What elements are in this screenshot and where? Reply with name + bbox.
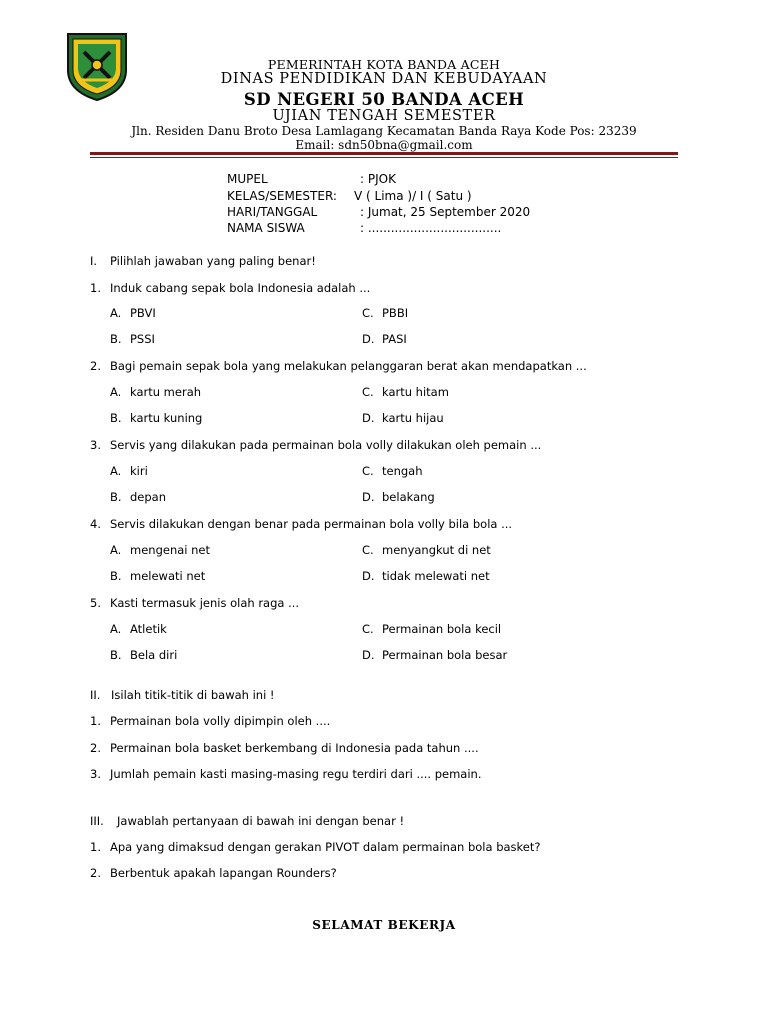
option-letter: C. xyxy=(362,543,374,557)
option-text: PSSI xyxy=(130,332,155,346)
option-b xyxy=(110,411,202,425)
option-d xyxy=(362,411,444,425)
option-text: tengah xyxy=(382,464,423,478)
option-a xyxy=(110,385,201,399)
question-number: 1. xyxy=(90,714,101,728)
question-number: 1. xyxy=(90,281,101,295)
option-letter: B. xyxy=(110,411,122,425)
section2-number: II. xyxy=(90,688,101,702)
option-b xyxy=(110,569,205,583)
option-text: mengenai net xyxy=(130,543,211,557)
section2-heading xyxy=(90,688,275,702)
option-c xyxy=(362,464,423,478)
info-mupel-value: : PJOK xyxy=(360,172,396,186)
option-c xyxy=(362,306,408,320)
fill-question xyxy=(90,741,479,755)
option-text: menyangkut di net xyxy=(382,543,491,557)
option-letter: A. xyxy=(110,464,122,478)
option-letter: A. xyxy=(110,385,122,399)
question-label: Induk cabang sepak bola Indonesia adalah ... xyxy=(110,281,371,295)
question-number: 3. xyxy=(90,438,101,452)
question-text xyxy=(90,517,512,531)
option-text: Bela diri xyxy=(130,648,178,662)
option-b xyxy=(110,332,155,346)
question-number: 3. xyxy=(90,767,101,781)
question-number: 2. xyxy=(90,359,101,373)
option-text: kartu hijau xyxy=(382,411,444,425)
option-c xyxy=(362,543,491,557)
section1-heading xyxy=(90,254,316,268)
question-label: Servis yang dilakukan pada permainan bola volly dilakukan oleh pemain ... xyxy=(110,438,542,452)
option-letter: A. xyxy=(110,306,122,320)
option-text: kartu hitam xyxy=(382,385,449,399)
essay-question xyxy=(90,866,337,880)
question-label: Permainan bola basket berkembang di Indonesia pada tahun .... xyxy=(110,741,479,755)
section3-instruction: Jawablah pertanyaan di bawah ini dengan benar ! xyxy=(117,814,405,828)
option-letter: D. xyxy=(362,569,375,583)
question-number: 2. xyxy=(90,866,101,880)
option-text: Atletik xyxy=(130,622,167,636)
info-kelas-value: V ( Lima )/ I ( Satu ) xyxy=(354,189,472,203)
header-rule-thick xyxy=(90,152,678,155)
option-b xyxy=(110,648,177,662)
question-number: 5. xyxy=(90,596,101,610)
header-address: Jln. Residen Danu Broto Desa Lamlagang Kecamatan Banda Raya Kode Pos: 23239 xyxy=(131,124,637,138)
option-text: kartu merah xyxy=(130,385,202,399)
section1-instruction: Pilihlah jawaban yang paling benar! xyxy=(110,254,316,268)
option-a xyxy=(110,622,167,636)
header-rule-thin xyxy=(90,157,678,158)
option-a xyxy=(110,306,156,320)
option-letter: A. xyxy=(110,543,122,557)
question-label: Apa yang dimaksud dengan gerakan PIVOT dalam permainan bola basket? xyxy=(110,840,541,854)
question-text xyxy=(90,596,299,610)
fill-question xyxy=(90,714,330,728)
question-text xyxy=(90,281,370,295)
option-text: melewati net xyxy=(130,569,206,583)
option-text: tidak melewati net xyxy=(382,569,490,583)
option-d xyxy=(362,648,507,662)
option-letter: D. xyxy=(362,332,375,346)
question-label: Berbentuk apakah lapangan Rounders? xyxy=(110,866,337,880)
question-label: Kasti termasuk jenis olah raga ... xyxy=(110,596,300,610)
option-text: kartu kuning xyxy=(130,411,203,425)
option-text: kiri xyxy=(130,464,148,478)
option-text: PASI xyxy=(382,332,407,346)
fill-question xyxy=(90,767,482,781)
info-hari-label: HARI/TANGGAL xyxy=(227,205,318,219)
header-email: Email: sdn50bna@gmail.com xyxy=(295,138,473,152)
option-letter: D. xyxy=(362,490,375,504)
option-text: Permainan bola kecil xyxy=(382,622,502,636)
info-hari-value: : Jumat, 25 September 2020 xyxy=(360,205,531,219)
option-d xyxy=(362,332,407,346)
option-letter: C. xyxy=(362,306,374,320)
header-school-name: SD NEGERI 50 BANDA ACEH xyxy=(243,90,525,109)
option-letter: B. xyxy=(110,490,122,504)
option-text: Permainan bola besar xyxy=(382,648,508,662)
option-a xyxy=(110,464,148,478)
option-letter: B. xyxy=(110,332,122,346)
question-label: Permainan bola volly dipimpin oleh .... xyxy=(110,714,331,728)
section1-number: I. xyxy=(90,254,98,268)
question-text xyxy=(90,359,587,373)
option-letter: B. xyxy=(110,569,122,583)
question-number: 4. xyxy=(90,517,101,531)
option-letter: C. xyxy=(362,622,374,636)
option-text: belakang xyxy=(382,490,435,504)
info-nama-value: : ................................... xyxy=(360,221,502,235)
option-text: PBVI xyxy=(130,306,156,320)
option-letter: A. xyxy=(110,622,122,636)
question-label: Bagi pemain sepak bola yang melakukan pelanggaran berat akan mendapatkan ... xyxy=(110,359,587,373)
question-number: 2. xyxy=(90,741,101,755)
info-kelas-label: KELAS/SEMESTER: xyxy=(227,189,337,203)
option-c xyxy=(362,622,501,636)
section2-instruction: Isilah titik-titik di bawah ini ! xyxy=(111,688,275,702)
closing-text: SELAMAT BEKERJA xyxy=(312,918,456,932)
option-letter: B. xyxy=(110,648,122,662)
header-government: PEMERINTAH KOTA BANDA ACEH xyxy=(267,57,501,72)
question-label: Jumlah pemain kasti masing-masing regu terdiri dari .... pemain. xyxy=(110,767,482,781)
question-label: Servis dilakukan dengan benar pada permainan bola volly bila bola ... xyxy=(110,517,513,531)
question-number: 1. xyxy=(90,840,101,854)
option-d xyxy=(362,569,490,583)
header-department: DINAS PENDIDIKAN DAN KEBUDAYAAN xyxy=(220,71,548,87)
essay-question xyxy=(90,840,540,854)
option-d xyxy=(362,490,435,504)
option-b xyxy=(110,490,166,504)
section3-heading xyxy=(90,814,404,828)
info-mupel-label: MUPEL xyxy=(227,172,268,186)
option-letter: D. xyxy=(362,648,375,662)
option-c xyxy=(362,385,449,399)
option-letter: D. xyxy=(362,411,375,425)
info-nama-label: NAMA SISWA xyxy=(227,221,305,235)
option-a xyxy=(110,543,210,557)
section3-number: III. xyxy=(90,814,104,828)
option-text: depan xyxy=(130,490,167,504)
option-text: PBBI xyxy=(382,306,409,320)
header-exam-title: UJIAN TENGAH SEMESTER xyxy=(272,108,496,124)
option-letter: C. xyxy=(362,385,374,399)
option-letter: C. xyxy=(362,464,374,478)
question-text xyxy=(90,438,541,452)
